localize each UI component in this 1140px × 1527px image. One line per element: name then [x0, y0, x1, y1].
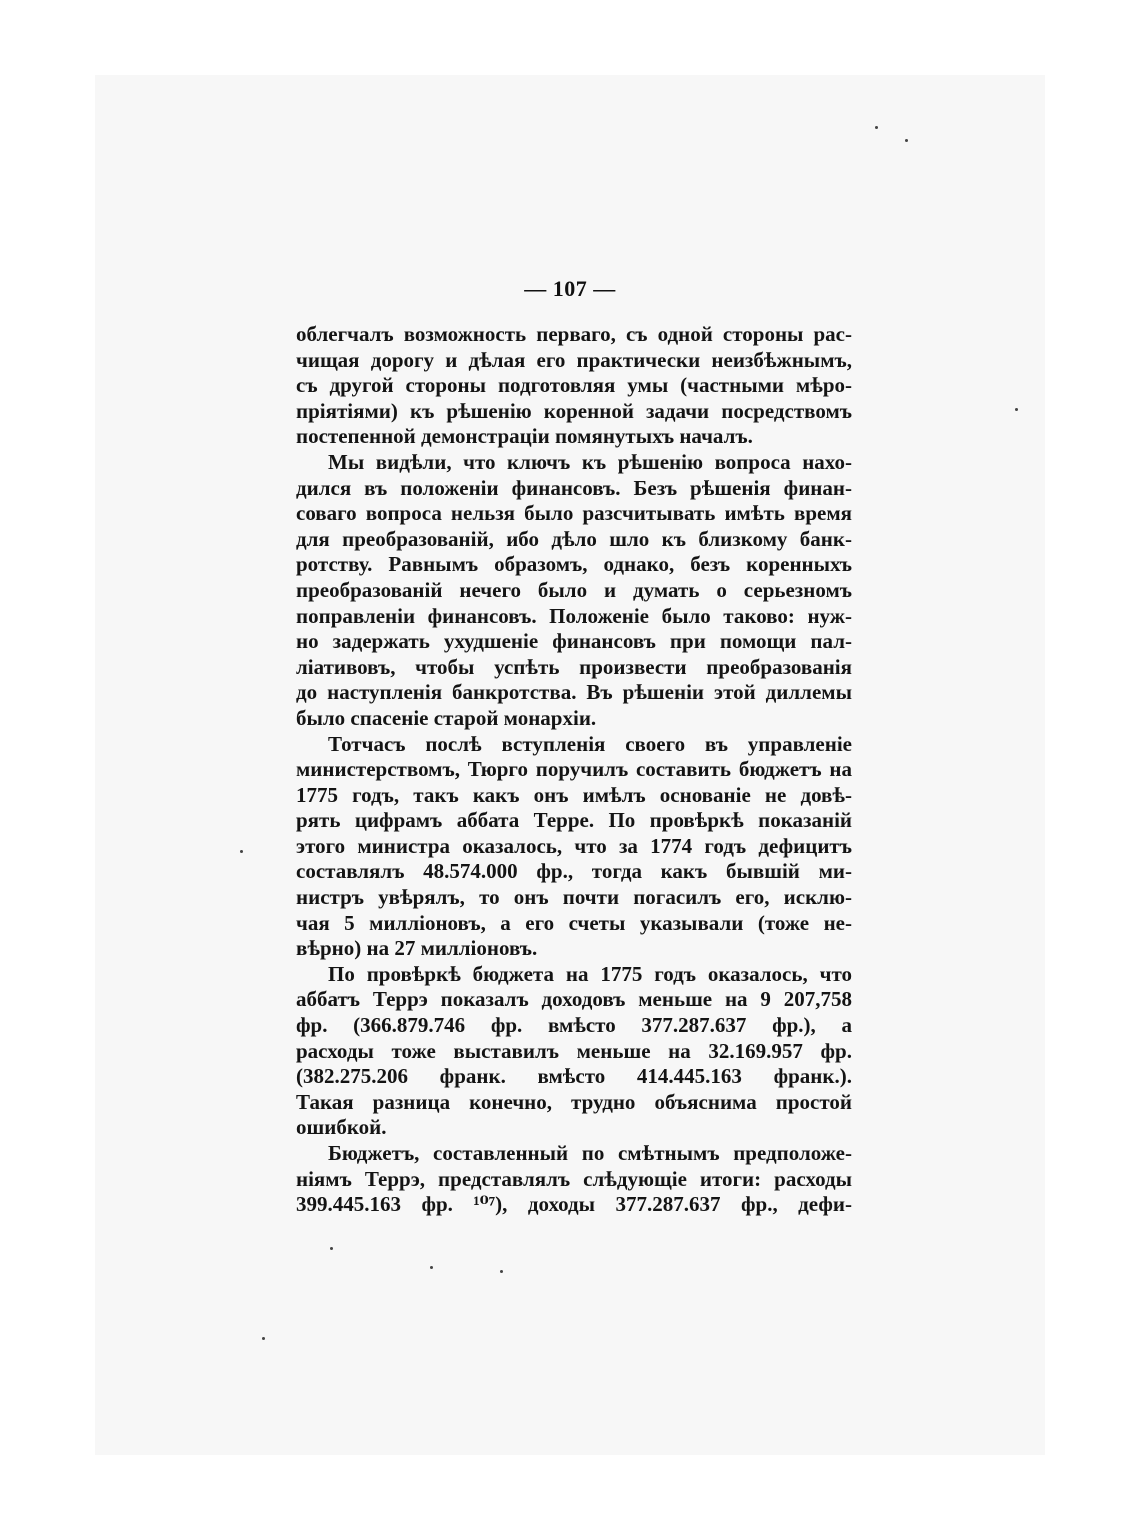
scan-speck	[875, 126, 878, 129]
text-line: но задержать ухудшеніе финансовъ при помощи пал-	[296, 629, 852, 654]
body-text	[296, 322, 852, 1218]
scan-speck	[500, 1270, 503, 1273]
text-line: Тотчасъ послѣ вступленія своего въ управленіе	[328, 731, 852, 756]
text-line: Бюджетъ, составленный по смѣтнымъ предположе-	[328, 1141, 852, 1165]
text-line: 399.445.163 фр. ¹⁰⁷), доходы 377.287.637 фр., дефи-	[296, 1192, 852, 1217]
text-line: пріятіями) къ рѣшенію коренной задачи посредствомъ	[296, 398, 852, 423]
text-line: для преобразованій, ибо дѣло шло къ близкому банк-	[296, 526, 852, 551]
paragraph	[296, 1141, 852, 1218]
scan-speck	[1015, 408, 1018, 411]
text-line: По провѣркѣ бюджета на 1775 годъ оказалось, что	[328, 961, 852, 986]
text-line: ошибкой.	[296, 1115, 387, 1140]
paragraph	[296, 450, 852, 732]
text-line: поправленіи финансовъ. Положеніе было таково: нуж-	[296, 603, 852, 628]
scan-speck	[262, 1337, 265, 1340]
text-line: чая 5 милліоновъ, а его счеты указывали (тоже не-	[296, 910, 852, 935]
text-line: было спасеніе старой монархіи.	[296, 705, 597, 730]
text-line: нистръ увѣрялъ, то онъ почти погасилъ его, исклю-	[296, 885, 852, 910]
text-line: соваго вопроса нельзя было разсчитывать имѣть время	[296, 501, 852, 526]
text-line: Мы видѣли, что ключъ къ рѣшенію вопроса нахо-	[328, 449, 852, 474]
text-line: составлялъ 48.574.000 фр., тогда какъ бывшій ми-	[296, 859, 852, 884]
text-line: ніямъ Террэ, представлялъ слѣдующіе итоги: расходы	[296, 1166, 852, 1191]
text-line: облегчалъ возможность перваго, съ одной стороны рас-	[296, 322, 852, 346]
text-line: 1775 годъ, такъ какъ онъ имѣлъ основаніе не довѣ-	[296, 782, 852, 807]
text-line: (382.275.206 франк. вмѣсто 414.445.163 франк.).	[296, 1064, 852, 1089]
text-line: ліативовъ, чтобы успѣть произвести преобразованія	[296, 654, 852, 679]
page-number: — 107 —	[524, 276, 616, 301]
paragraph	[296, 322, 852, 450]
text-line: дился въ положеніи финансовъ. Безъ рѣшенія финан-	[296, 475, 852, 500]
text-line: ротству. Равнымъ образомъ, однако, безъ коренныхъ	[296, 552, 852, 577]
text-line: до наступленія банкротства. Въ рѣшеніи этой диллемы	[296, 680, 852, 705]
text-line: рять цифрамъ аббата Терре. По провѣркѣ показаній	[296, 808, 852, 833]
text-line: фр. (366.879.746 фр. вмѣсто 377.287.637 фр.), а	[296, 1013, 852, 1038]
text-line: чищая дорогу и дѣлая его практически неизбѣжнымъ,	[296, 347, 852, 372]
text-line: этого министра оказалось, что за 1774 годъ дефицитъ	[296, 833, 852, 858]
text-line: преобразованій нечего было и думать о серьезномъ	[296, 577, 852, 602]
scan-speck	[330, 1247, 333, 1250]
paragraph	[296, 962, 852, 1141]
paragraph	[296, 732, 852, 962]
text-line: постепенной демонстраціи помянутыхъ началъ.	[296, 424, 753, 449]
text-line: расходы тоже выставилъ меньше на 32.169.957 фр.	[296, 1038, 852, 1063]
text-line: министерствомъ, Тюрго поручилъ составить бюджетъ на	[296, 757, 852, 782]
scan-speck	[905, 139, 908, 142]
scan-speck	[430, 1266, 433, 1269]
text-line: аббатъ Террэ показалъ доходовъ меньше на 9 207,758	[296, 987, 852, 1012]
scan-speck	[240, 850, 243, 853]
text-line: Такая разница конечно, трудно объяснима простой	[296, 1089, 852, 1114]
text-line: съ другой стороны подготовляя умы (частными мѣро-	[296, 373, 852, 398]
text-line: вѣрно) на 27 милліоновъ.	[296, 936, 538, 961]
